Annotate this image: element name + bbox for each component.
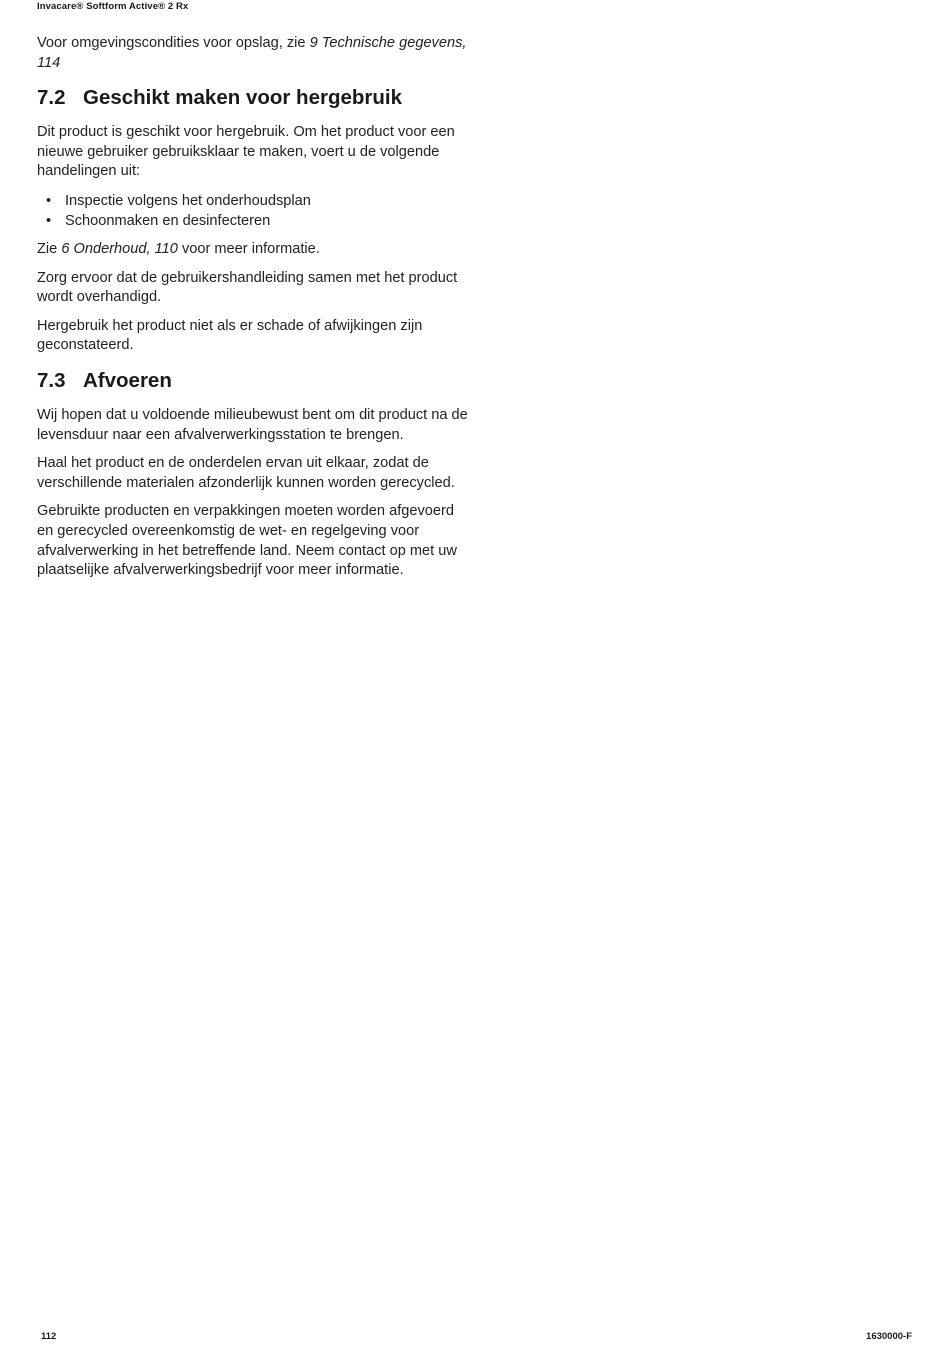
bullet-list <box>37 191 469 231</box>
bullet-icon: • <box>46 212 52 229</box>
list-item-text: Inspectie volgens het onderhoudsplan <box>65 192 311 209</box>
list-item <box>37 211 469 231</box>
section-title: Afvoeren <box>83 368 172 392</box>
document-number: 1630000-F <box>866 1331 912 1342</box>
paragraph: Haal het product en de onderdelen ervan uit elkaar, zodat de verschillende materialen afzonderlijk kunnen worden gerecycled. <box>37 455 455 491</box>
reference-paragraph <box>37 240 469 260</box>
section-number: 7.3 <box>37 368 66 392</box>
paragraph: Dit product is geschikt voor hergebruik. Om het product voor een nieuwe gebruiker gebruiksklaar te maken, voert u de volgende handelingen uit: <box>37 124 455 180</box>
intro-text: Voor omgevingscondities voor opslag, zie <box>37 35 310 51</box>
page-number: 112 <box>41 1331 57 1342</box>
section-title: Geschikt maken voor hergebruik <box>83 86 403 110</box>
list-item <box>37 191 469 211</box>
cross-reference-link[interactable]: 6 Onderhoud, 110 <box>61 240 178 257</box>
running-header: Invacare® Softform Active® 2 Rx <box>37 1 189 12</box>
paragraph: Hergebruik het product niet als er schade of afwijkingen zijn geconstateerd. <box>37 317 423 354</box>
section-heading-7-2 <box>37 85 469 111</box>
section-number: 7.2 <box>37 86 66 110</box>
main-column <box>37 34 469 590</box>
paragraph: Wij hopen dat u voldoende milieubewust bent om dit product na de levensduur naar een afvalverwerkingsstation te brengen. <box>37 406 468 443</box>
paragraph: Gebruikte producten en verpakkingen moeten worden afgevoerd en gerecycled overeenkomstig de wet- en regelgeving voor afvalverwerking in het betreffende land. Neem contact op met uw plaatselijke afvalverwerkingsbedrijf voor meer informatie. <box>37 503 457 579</box>
paragraph: Zorg ervoor dat de gebruikershandleiding samen met het product wordt overhandigd. <box>37 269 458 306</box>
section-heading-7-3 <box>37 368 469 394</box>
list-item-text: Schoonmaken en desinfecteren <box>65 212 271 229</box>
intro-paragraph <box>37 34 469 73</box>
bullet-icon: • <box>46 192 52 209</box>
cross-reference-link[interactable]: 9 Technische gegevens, 114 <box>37 35 467 71</box>
reference-prefix: Zie <box>37 240 62 257</box>
reference-suffix: voor meer informatie. <box>177 240 320 257</box>
